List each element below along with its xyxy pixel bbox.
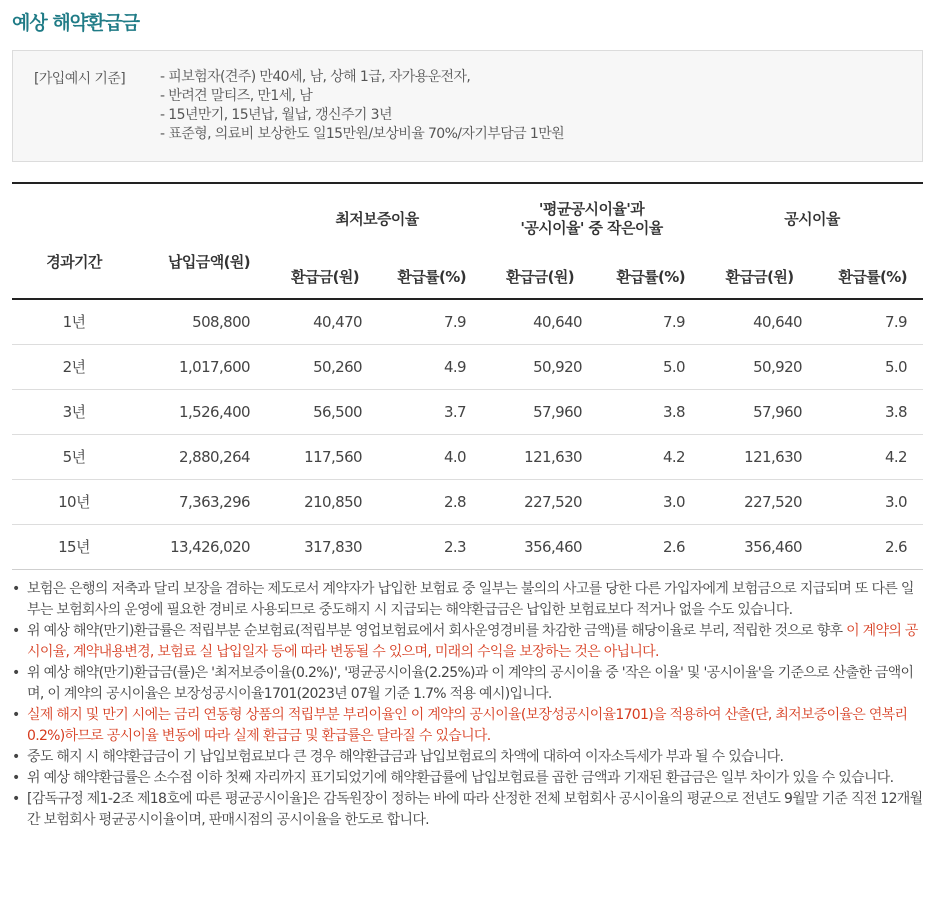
note-highlight-text: 이 계약의 공시이율, 계약내용변경, 보험료 실 납입일자 등에 따라 변동될 수 있으며, 미래의 수익을 보장하는 것은 아닙니다. <box>27 623 918 660</box>
table-row <box>12 479 923 524</box>
cell-avg-rate: 3.8 <box>598 389 701 434</box>
note-text: [감독규정 제1-2조 제18호에 따른 평균공시이율]은 감독원장이 정하는 바에 따라 산정한 전체 보험회사 공시이율의 평균으로 전년도 9월말 기준 직전 12개월간 보험회사 평균공시이율이며, 판매시점의 공시이율을 한도로 합니다. <box>27 791 923 828</box>
cell-paid: 2,880,264 <box>136 434 272 479</box>
table-row <box>12 299 923 344</box>
example-line: - 피보험자(견주) 만40세, 남, 상해 1급, 자가용운전자, <box>160 69 471 85</box>
note-item <box>12 579 924 621</box>
bullet-icon: • <box>12 770 20 786</box>
header-refund-rate: 환급률(%) <box>838 267 907 286</box>
cell-min-rate: 2.8 <box>378 479 482 524</box>
table-row <box>12 344 923 389</box>
cell-paid: 13,426,020 <box>136 524 272 569</box>
cell-avg-amount: 227,520 <box>482 479 598 524</box>
cell-public-amount: 40,640 <box>701 299 818 344</box>
example-criteria-lines <box>160 68 564 144</box>
bullet-icon: • <box>12 707 20 723</box>
note-highlight-text: 실제 해지 및 만기 시에는 금리 연동형 상품의 적립부분 부리이율인 이 계약의 공시이율(보장성공시이율1701)을 적용하여 산출(단, 최저보증이율은 연복리 0.2%)하므로 공시이율 변동에 따라 실제 환급금 및 환급률은 달라질 수 있습니다. <box>27 707 908 744</box>
cell-public-rate: 7.9 <box>818 299 923 344</box>
header-group-min-rate <box>272 183 482 254</box>
note-item <box>12 747 924 768</box>
header-refund-rate: 환급률(%) <box>397 267 466 286</box>
header-group-line: 최저보증이율 <box>335 209 419 228</box>
header-refund-amount: 환급금(원) <box>505 267 575 286</box>
cell-min-amount: 210,850 <box>272 479 378 524</box>
bullet-icon: • <box>12 665 20 681</box>
bullet-icon: • <box>12 581 20 597</box>
cell-avg-rate: 4.2 <box>598 434 701 479</box>
cell-avg-rate: 2.6 <box>598 524 701 569</box>
cell-avg-amount: 356,460 <box>482 524 598 569</box>
refund-table <box>12 182 923 570</box>
header-group-public-rate <box>701 183 923 254</box>
cell-min-amount: 40,470 <box>272 299 378 344</box>
note-text: 위 예상 해약(만기)환급금(률)은 '최저보증이율(0.2%)', '평균공시이율(2.25%)과 이 계약의 공시이율 중 '작은 이율' 및 '공시이율'을 기준으로 산출한 금액이며, 이 계약의 공시이율은 보장성공시이율1701(2023년 07월 기준 1.7% 적용 예시)입니다. <box>27 665 914 702</box>
cell-paid: 1,017,600 <box>136 344 272 389</box>
header-group-avg-rate <box>482 183 701 254</box>
cell-public-rate: 2.6 <box>818 524 923 569</box>
note-text: 보험은 은행의 저축과 달리 보장을 겸하는 제도로서 계약자가 납입한 보험료 중 일부는 불의의 사고를 당한 다른 가입자에게 보험금으로 지급되며 또 다른 일부는 보험회사의 운영에 필요한 경비로 사용되므로 중도해지 시 지급되는 해약환급금은 납입한 보험료보다 적거나 없을 수도 있습니다. <box>27 581 914 618</box>
header-paid-amount: 납입금액(원) <box>168 252 250 271</box>
note-item <box>12 789 924 831</box>
table-row <box>12 389 923 434</box>
cell-avg-amount: 50,920 <box>482 344 598 389</box>
cell-paid: 508,800 <box>136 299 272 344</box>
cell-min-rate: 4.9 <box>378 344 482 389</box>
cell-public-amount: 356,460 <box>701 524 818 569</box>
cell-public-amount: 50,920 <box>701 344 818 389</box>
cell-paid: 1,526,400 <box>136 389 272 434</box>
cell-min-amount: 50,260 <box>272 344 378 389</box>
cell-min-amount: 117,560 <box>272 434 378 479</box>
note-item <box>12 663 924 705</box>
header-group-line: '공시이율' 중 작은이율 <box>520 219 663 237</box>
header-refund-amount: 환급금(원) <box>725 267 794 286</box>
cell-public-rate: 3.8 <box>818 389 923 434</box>
table-row <box>12 524 923 569</box>
cell-min-amount: 56,500 <box>272 389 378 434</box>
cell-avg-amount: 121,630 <box>482 434 598 479</box>
cell-period: 3년 <box>12 389 136 434</box>
cell-min-rate: 4.0 <box>378 434 482 479</box>
cell-period: 10년 <box>12 479 136 524</box>
header-group-line: '평균공시이율'과 <box>538 200 645 218</box>
cell-period: 1년 <box>12 299 136 344</box>
cell-avg-amount: 57,960 <box>482 389 598 434</box>
cell-min-amount: 317,830 <box>272 524 378 569</box>
header-period: 경과기간 <box>46 252 102 271</box>
header-group-line: 공시이율 <box>784 209 840 228</box>
cell-paid: 7,363,296 <box>136 479 272 524</box>
bullet-icon: • <box>12 791 20 807</box>
page-title: 예상 해약환급금 <box>12 12 140 34</box>
cell-avg-amount: 40,640 <box>482 299 598 344</box>
note-item <box>12 768 924 789</box>
bullet-icon: • <box>12 749 20 765</box>
cell-period: 2년 <box>12 344 136 389</box>
cell-public-rate: 4.2 <box>818 434 923 479</box>
note-item <box>12 621 924 663</box>
cell-public-amount: 227,520 <box>701 479 818 524</box>
note-text: 위 예상 해약(만기)환급률은 적립부분 순보험료(적립부분 영업보험료에서 회사운영경비를 차감한 금액)를 해당이율로 부리, 적립한 것으로 향후 <box>27 623 847 639</box>
example-line: - 15년만기, 15년납, 월납, 갱신주기 3년 <box>160 107 392 123</box>
cell-period: 5년 <box>12 434 136 479</box>
cell-public-rate: 5.0 <box>818 344 923 389</box>
cell-min-rate: 3.7 <box>378 389 482 434</box>
note-text: 위 예상 해약환급률은 소수점 이하 첫째 자리까지 표기되었기에 해약환급률에 납입보험료를 곱한 금액과 기재된 환급금은 일부 차이가 있을 수 있습니다. <box>27 770 894 786</box>
bullet-icon: • <box>12 623 20 639</box>
cell-min-rate: 2.3 <box>378 524 482 569</box>
cell-avg-rate: 5.0 <box>598 344 701 389</box>
example-criteria-label: [가입예시 기준] <box>34 71 126 87</box>
header-refund-rate: 환급률(%) <box>616 267 685 286</box>
cell-avg-rate: 7.9 <box>598 299 701 344</box>
notes-list <box>12 579 924 831</box>
cell-avg-rate: 3.0 <box>598 479 701 524</box>
cell-min-rate: 7.9 <box>378 299 482 344</box>
note-text: 중도 해지 시 해약환급금이 기 납입보험료보다 큰 경우 해약환급금과 납입보험료의 차액에 대하여 이자소득세가 부과 될 수 있습니다. <box>27 749 784 765</box>
example-line: - 반려견 말티즈, 만1세, 남 <box>160 88 313 104</box>
table-row <box>12 434 923 479</box>
header-refund-amount: 환급금(원) <box>290 267 360 286</box>
cell-public-amount: 121,630 <box>701 434 818 479</box>
cell-public-rate: 3.0 <box>818 479 923 524</box>
example-criteria-box <box>12 50 923 162</box>
cell-period: 15년 <box>12 524 136 569</box>
cell-public-amount: 57,960 <box>701 389 818 434</box>
example-line: - 표준형, 의료비 보상한도 일15만원/보상비율 70%/자기부담금 1만원 <box>160 126 565 142</box>
note-item <box>12 705 924 747</box>
